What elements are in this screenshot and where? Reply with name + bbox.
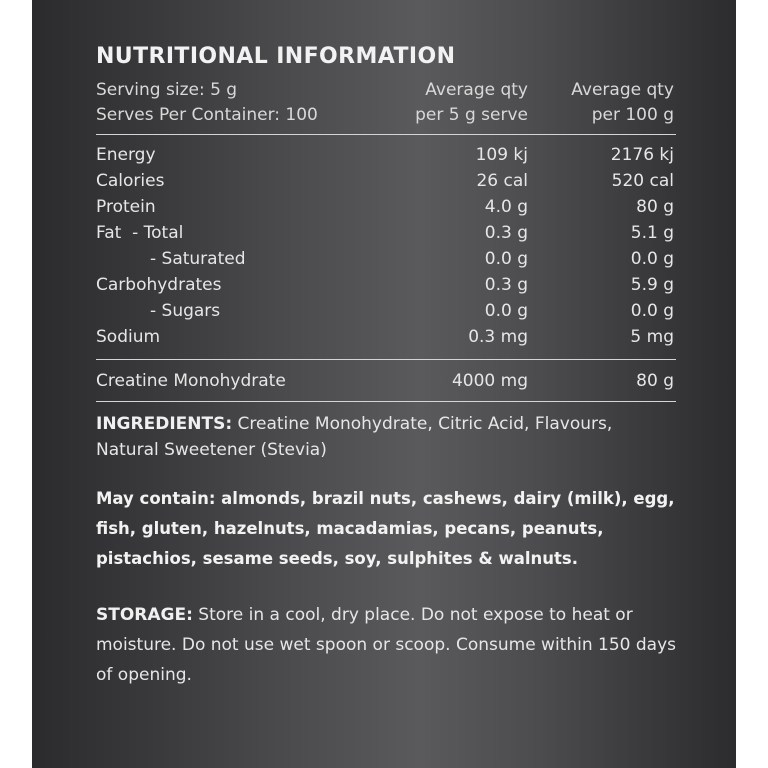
header-divider: [96, 134, 676, 135]
nutrient-per-100g: 520 cal: [611, 171, 674, 191]
nutrient-per-100g: 0.0 g: [630, 249, 674, 269]
allergen-statement: May contain: almonds, brazil nuts, cashews, dairy (milk), egg, fish, gluten, hazelnuts, macadamias, pecans, peanuts, pistachios, sesame seeds, soy, sulphites & walnuts.: [96, 489, 675, 568]
header-row-1: [96, 77, 674, 103]
active-per-100g: 80 g: [636, 371, 674, 391]
col3-header-line1: Average qty: [571, 80, 674, 100]
nutrient-name: Protein: [96, 197, 156, 217]
nutrient-per-100g: 5 mg: [630, 327, 674, 347]
active-divider: [96, 359, 676, 360]
nutrient-per-100g: 5.9 g: [630, 275, 674, 295]
nutrient-per-100g: 2176 kj: [610, 145, 674, 165]
nutrient-name: - Saturated: [150, 249, 246, 269]
panel-title: NUTRITIONAL INFORMATION: [96, 44, 456, 69]
ingredients-label: INGREDIENTS:: [96, 414, 233, 434]
storage-text: Store in a cool, dry place. Do not expose to heat or moisture. Do not use wet spoon or scoop. Consume within 150 days of opening.: [96, 605, 677, 685]
nutrient-per-serve: 0.3 g: [484, 223, 528, 243]
nutrient-row-protein: [96, 194, 674, 220]
ingredients-section: [96, 411, 676, 463]
nutrient-per-serve: 0.0 g: [484, 301, 528, 321]
header-row-2: [96, 102, 674, 128]
nutrient-per-serve: 0.0 g: [484, 249, 528, 269]
nutrient-row-saturated: [96, 246, 674, 272]
nutrient-name: Carbohydrates: [96, 275, 222, 295]
serving-size: Serving size: 5 g: [96, 80, 238, 100]
nutrient-per-serve: 0.3 g: [484, 275, 528, 295]
nutrient-per-serve: 26 cal: [476, 171, 528, 191]
nutrient-name: Calories: [96, 171, 165, 191]
nutrient-row-sodium: [96, 324, 674, 350]
nutrient-name: Energy: [96, 145, 156, 165]
nutrient-name: Sodium: [96, 327, 161, 347]
ingredients-text: Creatine Monohydrate, Citric Acid, Flavours, Natural Sweetener (Stevia): [96, 414, 613, 460]
active-per-serve: 4000 mg: [451, 371, 528, 391]
nutrient-row-sugars: [96, 298, 674, 324]
nutrient-per-serve: 4.0 g: [484, 197, 528, 217]
nutrient-row-carbohydrates: [96, 272, 674, 298]
nutrient-name: Fat - Total: [96, 223, 184, 243]
col2-header-line2: per 5 g serve: [415, 105, 528, 125]
nutrient-row-energy: [96, 142, 674, 168]
col2-header-line1: Average qty: [425, 80, 528, 100]
storage-section: [96, 600, 676, 690]
storage-label: STORAGE:: [96, 605, 193, 625]
active-name: Creatine Monohydrate: [96, 371, 286, 391]
nutrient-per-100g: 0.0 g: [630, 301, 674, 321]
nutrient-per-100g: 80 g: [636, 197, 674, 217]
nutrient-per-serve: 0.3 mg: [468, 327, 528, 347]
col3-header-line2: per 100 g: [591, 105, 674, 125]
active-ingredient-row: [96, 368, 674, 394]
nutrient-row-calories: [96, 168, 674, 194]
nutrient-per-100g: 5.1 g: [630, 223, 674, 243]
nutrient-per-serve: 109 kj: [475, 145, 528, 165]
nutrient-row-fat-total: [96, 220, 674, 246]
table-bottom-divider: [96, 401, 676, 402]
serves-per-container: Serves Per Container: 100: [96, 105, 318, 125]
nutrient-name: - Sugars: [150, 301, 221, 321]
nutrition-panel: [32, 0, 736, 768]
